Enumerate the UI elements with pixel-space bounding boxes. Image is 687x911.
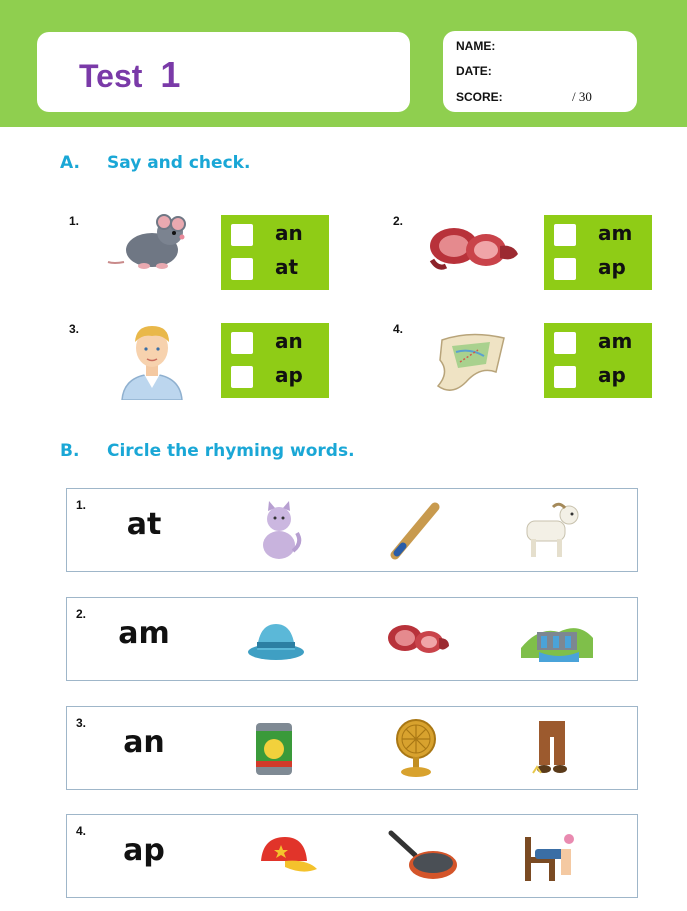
choice-option[interactable] (554, 363, 650, 390)
score-total: / 30 (572, 89, 592, 104)
rhyme-row (66, 597, 638, 681)
choice-option[interactable] (554, 329, 650, 356)
name-label: NAME: (456, 39, 496, 53)
dam-picture[interactable] (519, 608, 595, 670)
choice-option[interactable] (554, 255, 650, 282)
section-a-instruction: Say and check. (107, 153, 251, 173)
score-label: SCORE: (456, 90, 503, 104)
row-number: 3. (76, 716, 87, 730)
rhyme-word: an (123, 725, 165, 760)
item-number: 4. (393, 322, 404, 336)
checkbox[interactable] (554, 332, 576, 354)
choice-label: ap (598, 255, 626, 279)
choice-option[interactable] (554, 221, 650, 248)
legs-picture[interactable] (527, 717, 577, 779)
test-number: 1 (160, 54, 181, 95)
map-picture (430, 326, 514, 398)
item-number: 3. (69, 322, 80, 336)
checkbox[interactable] (554, 366, 576, 388)
rhyme-word: ap (123, 833, 165, 868)
item-number: 2. (393, 214, 404, 228)
cap-picture[interactable] (255, 825, 319, 887)
checkbox[interactable] (554, 258, 576, 280)
student-info-box (443, 31, 637, 112)
choice-label: ap (598, 363, 626, 387)
choice-label: an (275, 329, 303, 353)
rhyme-word: at (126, 507, 162, 542)
checkbox[interactable] (231, 224, 253, 246)
choice-box (544, 323, 652, 398)
test-title (79, 54, 180, 96)
section-b-instruction: Circle the rhyming words. (107, 441, 355, 461)
section-a-title (60, 153, 250, 173)
can-picture[interactable] (249, 717, 299, 779)
choice-label: ap (275, 363, 303, 387)
row-number: 2. (76, 607, 87, 621)
checkbox[interactable] (554, 224, 576, 246)
choice-box (544, 215, 652, 290)
checkbox[interactable] (231, 332, 253, 354)
ham-picture[interactable] (383, 608, 453, 670)
fan-picture[interactable] (391, 717, 441, 779)
header-band (0, 0, 687, 127)
choice-label: am (598, 221, 633, 245)
section-a-letter: A. (60, 153, 80, 173)
choice-box (221, 215, 329, 290)
choice-option[interactable] (231, 363, 327, 390)
row-number: 4. (76, 824, 87, 838)
rhyme-row (66, 706, 638, 790)
hat-picture[interactable] (245, 608, 307, 670)
rhyme-word: am (118, 616, 170, 651)
test-title-word: Test (79, 58, 143, 94)
checkbox[interactable] (231, 366, 253, 388)
choice-option[interactable] (231, 221, 327, 248)
section-b-title (60, 441, 355, 461)
cat-picture[interactable] (253, 499, 303, 561)
pan-picture[interactable] (387, 825, 459, 887)
goat-picture[interactable] (519, 499, 585, 561)
ham-picture (424, 210, 524, 280)
choice-label: at (275, 255, 299, 279)
choice-option[interactable] (231, 329, 327, 356)
row-number: 1. (76, 498, 87, 512)
section-b-letter: B. (60, 441, 80, 461)
choice-label: an (275, 221, 303, 245)
rhyme-row (66, 814, 638, 898)
mouse-picture (104, 200, 194, 290)
bat-picture[interactable] (387, 499, 447, 561)
man-picture (116, 318, 188, 400)
item-number: 1. (69, 214, 80, 228)
rhyme-row (66, 488, 638, 572)
lap-picture[interactable] (521, 825, 581, 887)
checkbox[interactable] (231, 258, 253, 280)
choice-label: am (598, 329, 633, 353)
choice-option[interactable] (231, 255, 327, 282)
date-label: DATE: (456, 64, 492, 78)
title-box (37, 32, 410, 112)
choice-box (221, 323, 329, 398)
